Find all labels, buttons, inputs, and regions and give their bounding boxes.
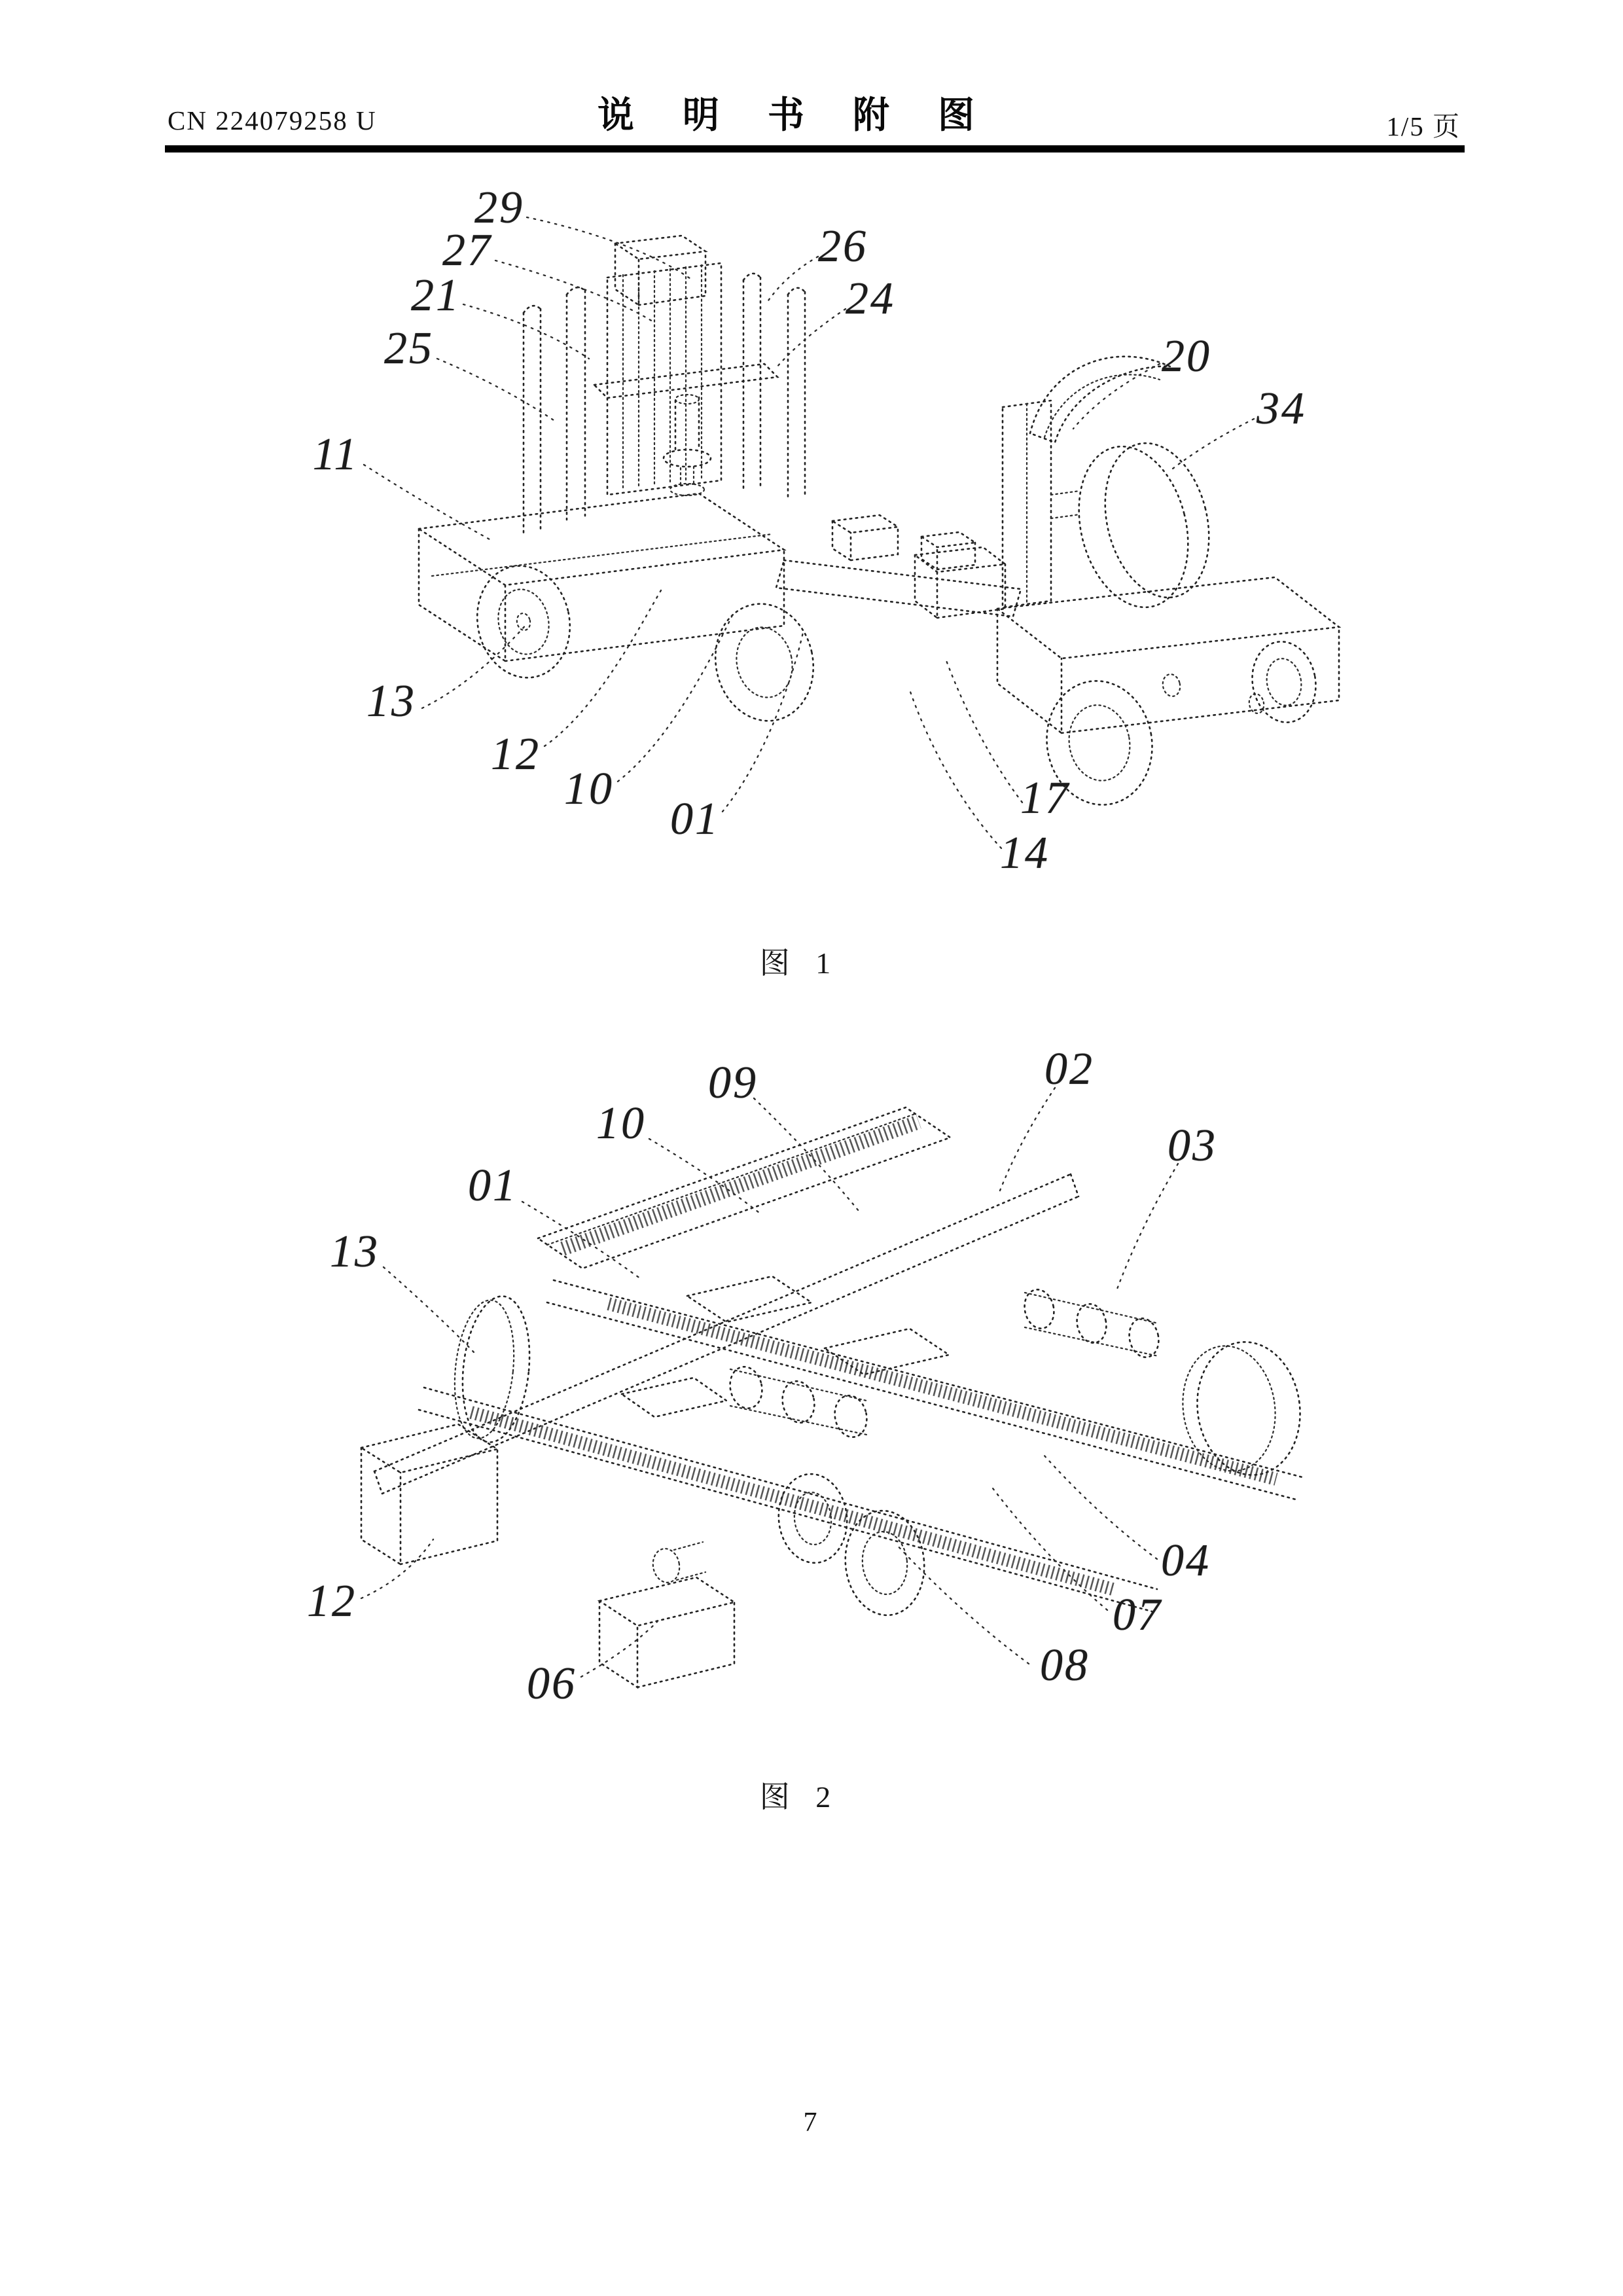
fig1-label-21: 21	[411, 270, 461, 321]
fig2-label-04: 04	[1161, 1535, 1211, 1586]
fig1-middle-wheel	[705, 595, 824, 730]
fig2-roller-cluster-right	[1021, 1287, 1162, 1360]
fig1-guide-bars	[743, 274, 805, 500]
fig1-right-cart-body	[997, 577, 1339, 733]
page-title: 说 明 书 附 图	[597, 96, 994, 136]
fig2-label-02: 02	[1044, 1044, 1094, 1094]
fig1-label-13: 13	[366, 676, 416, 726]
fig1-label-26: 26	[818, 221, 868, 272]
fig1-disc-assembly	[1003, 357, 1224, 619]
fig1-label-20: 20	[1162, 331, 1211, 382]
fig1-label-11: 11	[312, 429, 359, 480]
figure1-caption: 图 1	[759, 946, 840, 980]
fig1-label-10: 10	[564, 764, 614, 814]
fig2-lead-screw-2	[419, 1388, 1157, 1611]
fig2-bottom-wheels	[774, 1471, 929, 1619]
fig1-label-29: 29	[474, 183, 524, 233]
fig2-long-rail	[374, 1174, 1079, 1494]
fig2-label-09: 09	[708, 1058, 758, 1108]
fig2-roller-cluster-left	[726, 1364, 870, 1441]
fig1-label-24: 24	[846, 274, 895, 324]
fig1-label-27: 27	[442, 225, 492, 276]
fig1-label-17: 17	[1020, 773, 1070, 823]
fig1-left-wheel	[467, 557, 580, 686]
fig1-rail-rack	[607, 263, 721, 495]
fig2-label-07: 07	[1113, 1590, 1162, 1640]
fig1-label-12: 12	[491, 729, 541, 780]
fig2-label-06: 06	[527, 1659, 577, 1709]
fig2-lead-screw-1	[547, 1280, 1305, 1500]
document-number: CN 224079258 U	[168, 105, 377, 135]
page-indicator: 1/5 页	[1386, 111, 1461, 141]
fig1-left-cart-body	[419, 493, 784, 661]
fig2-right-wheel	[1175, 1335, 1308, 1482]
fig2-bottom-block	[599, 1542, 734, 1687]
figure2-caption: 图 2	[759, 1780, 840, 1814]
fig1-mast-posts	[524, 287, 585, 534]
fig2-label-01: 01	[468, 1160, 518, 1211]
fig2-label-13: 13	[330, 1227, 380, 1277]
fig2-label-12: 12	[307, 1576, 357, 1626]
footer-page-number: 7	[803, 2108, 817, 2138]
fig1-label-34: 34	[1257, 384, 1306, 434]
fig1-label-01: 01	[670, 794, 720, 844]
fig2-label-08: 08	[1040, 1640, 1090, 1691]
fig2-label-03: 03	[1168, 1121, 1217, 1171]
fig2-label-10: 10	[596, 1098, 646, 1149]
fig1-label-14: 14	[1000, 828, 1050, 878]
fig1-label-25: 25	[384, 323, 434, 374]
